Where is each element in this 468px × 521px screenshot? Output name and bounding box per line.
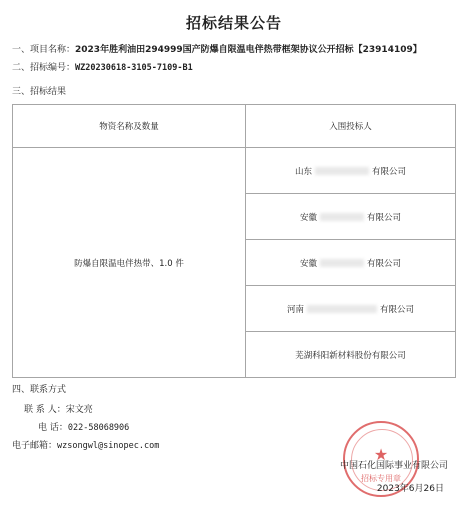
item-cell: 防爆自限温电伴热带、1.0 件 [13, 148, 246, 378]
seal-text: 招标专用章 [361, 474, 401, 483]
bidder-cell [246, 194, 456, 240]
signature-org: 中国石化国际事业有限公司 [339, 461, 448, 471]
tender-number-value: WZ20230618-3105-7109-B1 [75, 63, 193, 73]
bidder-suffix: 有限公司 [380, 304, 415, 315]
contact-phone-row [38, 420, 129, 433]
contact-email: wzsongwl@sinopec.com [57, 441, 160, 451]
bidder-cell [246, 332, 456, 378]
redacted-text [315, 167, 369, 175]
bidder-suffix: 有限公司 [367, 212, 402, 223]
contact-section-label: 四、联系方式 [12, 385, 67, 395]
redacted-text [320, 213, 364, 221]
project-name-value: 2023年胜利油田294999国产防爆自限温电伴热带框架协议公开招标【23914109】 [75, 45, 422, 55]
bidder-cell [246, 148, 456, 194]
bidder-cell [246, 240, 456, 286]
bidder-name: 芜湖科阳新材料股份有限公司 [295, 350, 406, 361]
redacted-text [320, 259, 364, 267]
contact-person-row [24, 402, 93, 415]
header-item: 物资名称及数量 [13, 105, 246, 148]
table-row [13, 148, 456, 194]
contact-person: 宋文亮 [65, 405, 93, 415]
star-icon: ★ [373, 445, 389, 464]
contact-person-label: 联 系 人： [24, 405, 66, 415]
bidder-prefix: 山东 [294, 166, 312, 177]
contact-email-row [12, 438, 159, 451]
tender-number-row [12, 60, 193, 73]
bidder-prefix: 河南 [286, 304, 304, 315]
signature-date: 2023年6月26日 [376, 484, 444, 494]
result-table [12, 104, 456, 378]
project-name-label: 一、项目名称： [12, 45, 76, 55]
page-title: 招标结果公告 [185, 14, 282, 32]
contact-phone-label: 电 话： [38, 423, 68, 433]
result-section-label: 三、招标结果 [12, 87, 67, 97]
contact-email-label: 电子邮箱： [12, 441, 58, 451]
project-name-row [12, 42, 422, 55]
bidder-prefix: 安徽 [299, 258, 317, 269]
tender-number-label: 二、招标编号： [12, 63, 76, 73]
contact-phone: 022-58068906 [67, 423, 130, 433]
bidder-suffix: 有限公司 [367, 258, 402, 269]
bidder-suffix: 有限公司 [372, 166, 407, 177]
header-bidders: 入围投标人 [246, 105, 456, 148]
bidder-prefix: 安徽 [299, 212, 317, 223]
bidder-cell [246, 286, 456, 332]
redacted-text [307, 305, 377, 313]
table-header-row [13, 105, 456, 148]
